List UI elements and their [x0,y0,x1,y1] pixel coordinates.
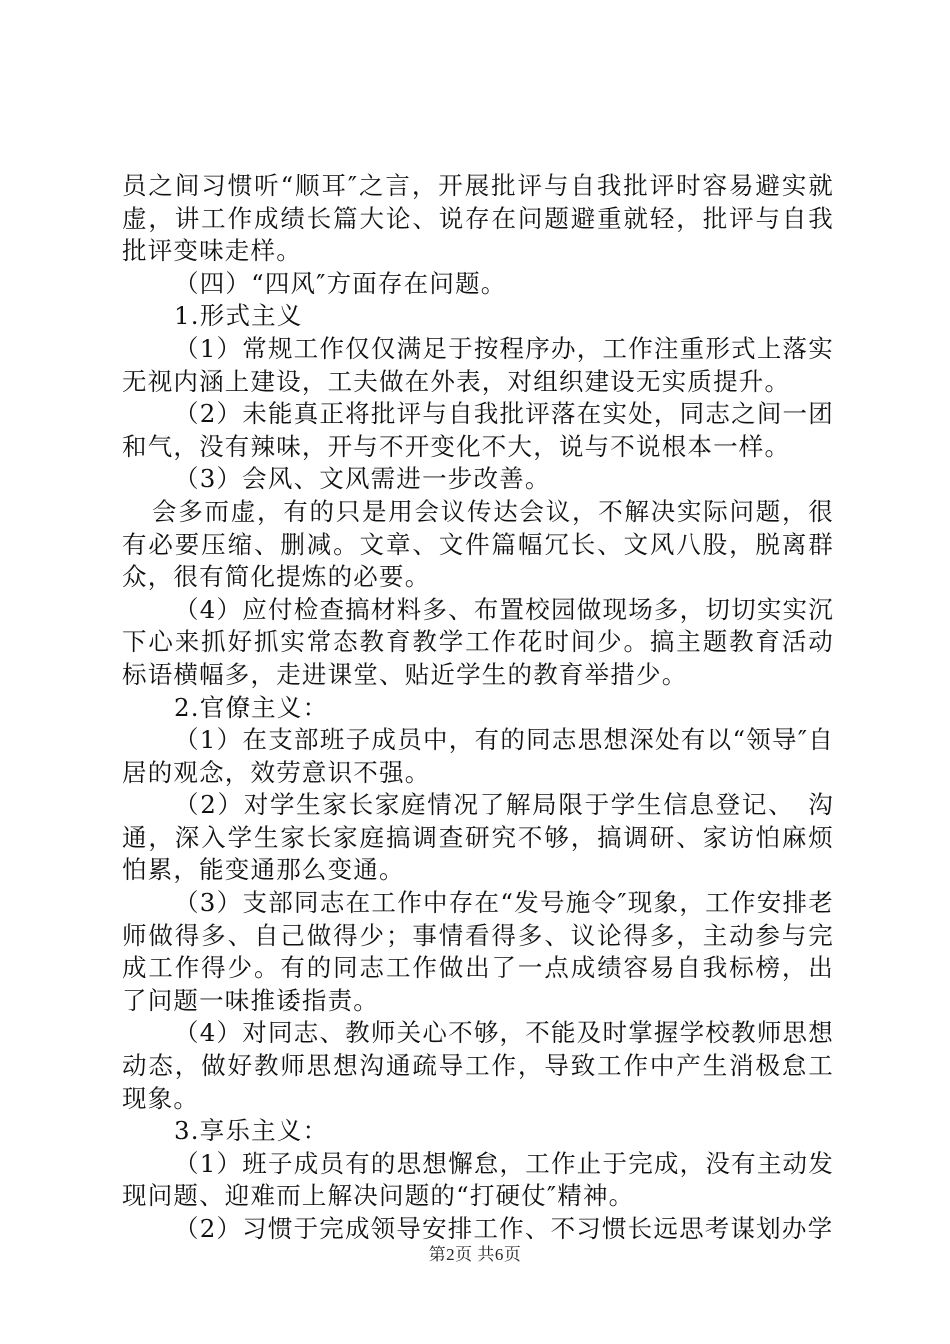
paragraph-bureaucracy-3: （3）支部同志在工作中存在“发号施令″现象，工作安排老师做得多、自己做得少；事情看得多、议论得多，主动参与完成工作得少。有的同志工作做出了一点成绩容易自我标榜，出了问题一味推诿指责。 [122,888,834,1015]
paragraph-formalism-2: （2）未能真正将批评与自我批评落在实处，同志之间一团和气，没有辣味，开与不开变化不大，说与不说根本一样。 [122,399,834,461]
paragraph-formalism-4: （4）应付检查搞材料多、布置校园做现场多，切切实实沉下心来抓好抓实常态教育教学工作花时间少。搞主题教育活动标语横幅多，走进课堂、贴近学生的教育举措少。 [122,594,834,689]
paragraph-bureaucracy-4: （4）对同志、教师关心不够，不能及时掌握学校教师思想动态，做好教师思想沟通疏导工作，导致工作中产生消极怠工现象。 [122,1018,834,1113]
subheading-formalism: 1.形式主义 [174,301,303,331]
subheading-bureaucracy: 2.官僚主义： [174,692,329,722]
paragraph-bureaucracy-2: （2）对学生家长家庭情况了解局限于学生信息登记、 沟通，深入学生家长家庭搞调查研究不够，搞调研、家访怕麻烦怕累，能变通那么变通。 [122,790,834,885]
page-number-footer: 第2页 共6页 [428,1245,522,1264]
paragraph-1: 员之间习惯听“顺耳″之言，开展批评与自我批评时容易避实就虚，讲工作成绩长篇大论、说存在问题避重就轻，批评与自我批评变味走样。 [122,171,834,266]
paragraph-hedonism-1: （1）班子成员有的思想懈怠，工作止于完成，没有主动发现问题、迎难而上解决问题的“打硬仗″精神。 [122,1148,834,1211]
paragraph-hedonism-2: （2）习惯于完成领导安排工作、不习惯长远思考谋划办学 [174,1214,834,1243]
paragraph-bureaucracy-1: （1）在支部班子成员中，有的同志思想深处有以“领导″自居的观念，效劳意识不强。 [122,725,834,787]
subheading-hedonism: 3.享乐主义： [174,1116,329,1146]
document-body [122,170,834,1246]
section-heading-four-winds: （四）“四风″方面存在问题。 [174,268,507,298]
paragraph-formalism-1: （1）常规工作仅仅满足于按程序办，工作注重形式上落实无视内涵上建设，工夫做在外表，对组织建设无实质提升。 [122,333,834,396]
paragraph-formalism-3: （3）会风、文风需进一步改善。 [174,464,551,494]
paragraph-meeting-style: 会多而虚，有的只是用会议传达会议，不解决实际问题，很有必要压缩、删减。文章、文件篇幅冗长、文风八股，脱离群众，很有简化提炼的必要。 [122,496,834,592]
